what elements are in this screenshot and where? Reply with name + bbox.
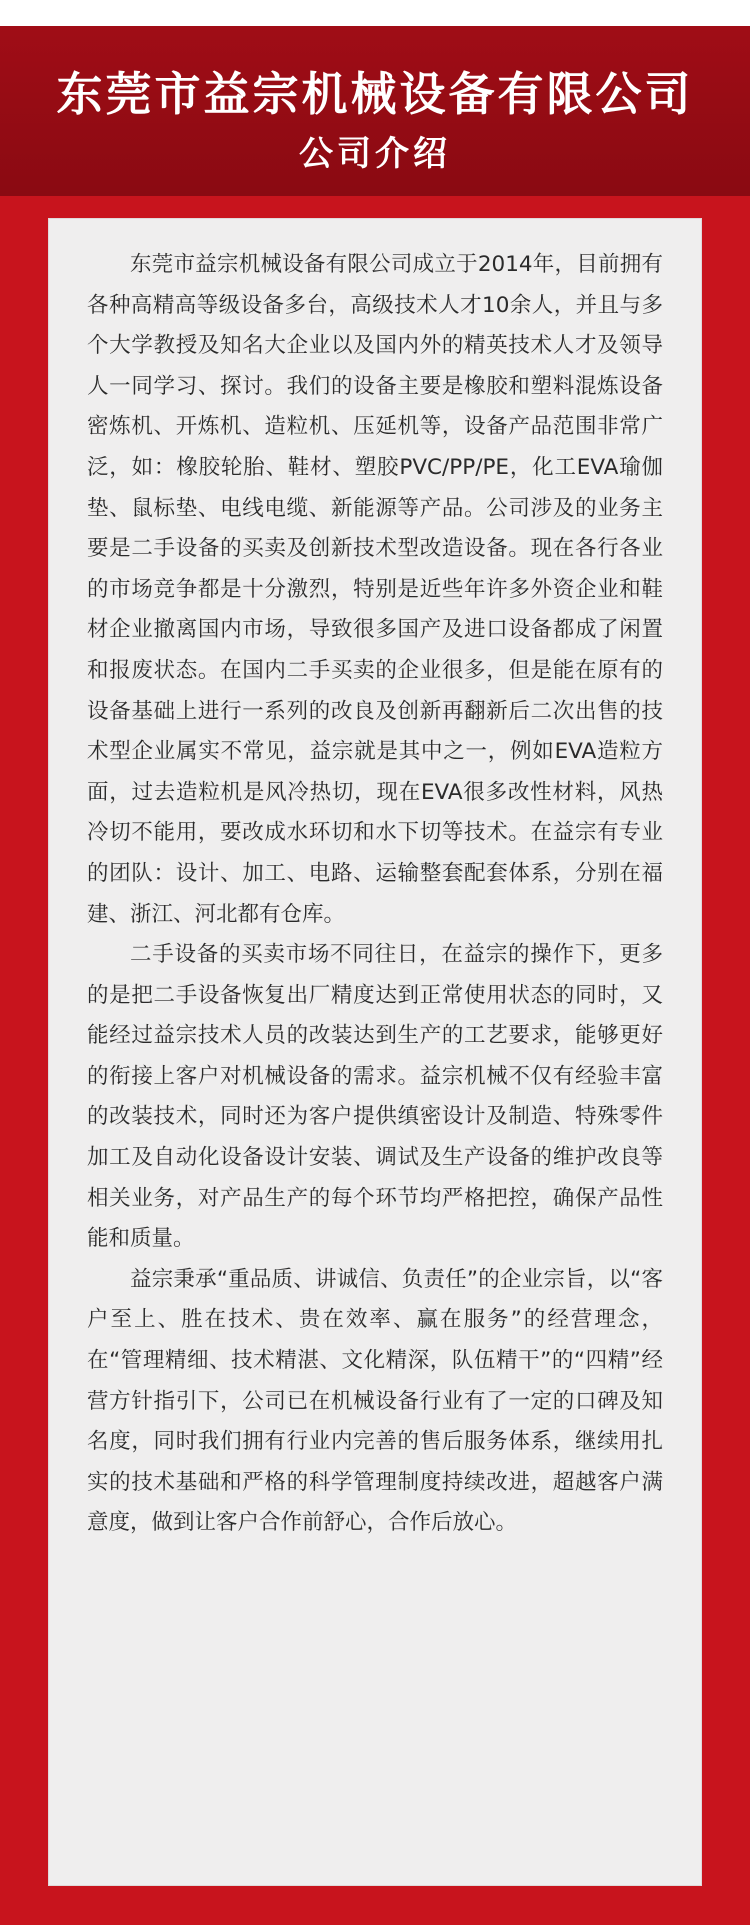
header-banner: [0, 26, 750, 196]
intro-paragraph-1: 东莞市益宗机械设备有限公司成立于2014年，目前拥有各种高精高等级设备多台，高级技术人才10余人，并且与多个大学教授及知名大企业以及国内外的精英技术人才及领导人一同学习、探讨。我们的设备主要是橡胶和塑料混炼设备密炼机、开炼机、造粒机、压延机等，设备产品范围非常广泛，如：橡胶轮胎、鞋材、塑胶PVC/PP/PE，化工EVA瑜伽垫、鼠标垫、电线电缆、新能源等产品。公司涉及的业务主要是二手设备的买卖及创新技术型改造设备。现在各行各业的市场竞争都是十分激烈，特别是近些年许多外资企业和鞋材企业撤离国内市场，导致很多国产及进口设备都成了闲置和报废状态。在国内二手买卖的企业很多，但是能在原有的设备基础上进行一系列的改良及创新再翻新后二次出售的技术型企业属实不常见，益宗就是其中之一，例如EVA造粒方面，过去造粒机是风冷热切，现在EVA很多改性材料，风热冷切不能用，要改成水环切和水下切等技术。在益宗有专业的团队：设计、加工、电路、运输整套配套体系，分别在福建、浙江、河北都有仓库。: [87, 252, 663, 927]
company-name-title: 东莞市益宗机械设备有限公司: [56, 67, 694, 121]
section-title: 公司介绍: [299, 134, 451, 174]
intro-paragraph-3: 益宗秉承“重品质、讲诚信、负责任”的企业宗旨，以“客户至上、胜在技术、贵在效率、赢在服务”的经营理念，在“管理精细、技术精湛、文化精深，队伍精干”的“四精”经营方针指引下，公司已在机械设备行业有了一定的口碑及知名度，同时我们拥有行业内完善的售后服务体系，继续用扎实的技术基础和严格的科学管理制度持续改进，超越客户满意度，做到让客户合作前舒心，合作后放心。: [87, 1266, 663, 1536]
top-white-strip: [0, 0, 750, 26]
intro-paragraph-2: 二手设备的买卖市场不同往日，在益宗的操作下，更多的是把二手设备恢复出厂精度达到正常使用状态的同时，又能经过益宗技术人员的改装达到生产的工艺要求，能够更好的衔接上客户对机械设备的需求。益宗机械不仅有经验丰富的改装技术，同时还为客户提供缜密设计及制造、特殊零件加工及自动化设备设计安装、调试及生产设备的维护改良等相关业务，对产品生产的每个环节均严格把控，确保产品性能和质量。: [87, 942, 663, 1252]
intro-content-box: [48, 218, 702, 1886]
